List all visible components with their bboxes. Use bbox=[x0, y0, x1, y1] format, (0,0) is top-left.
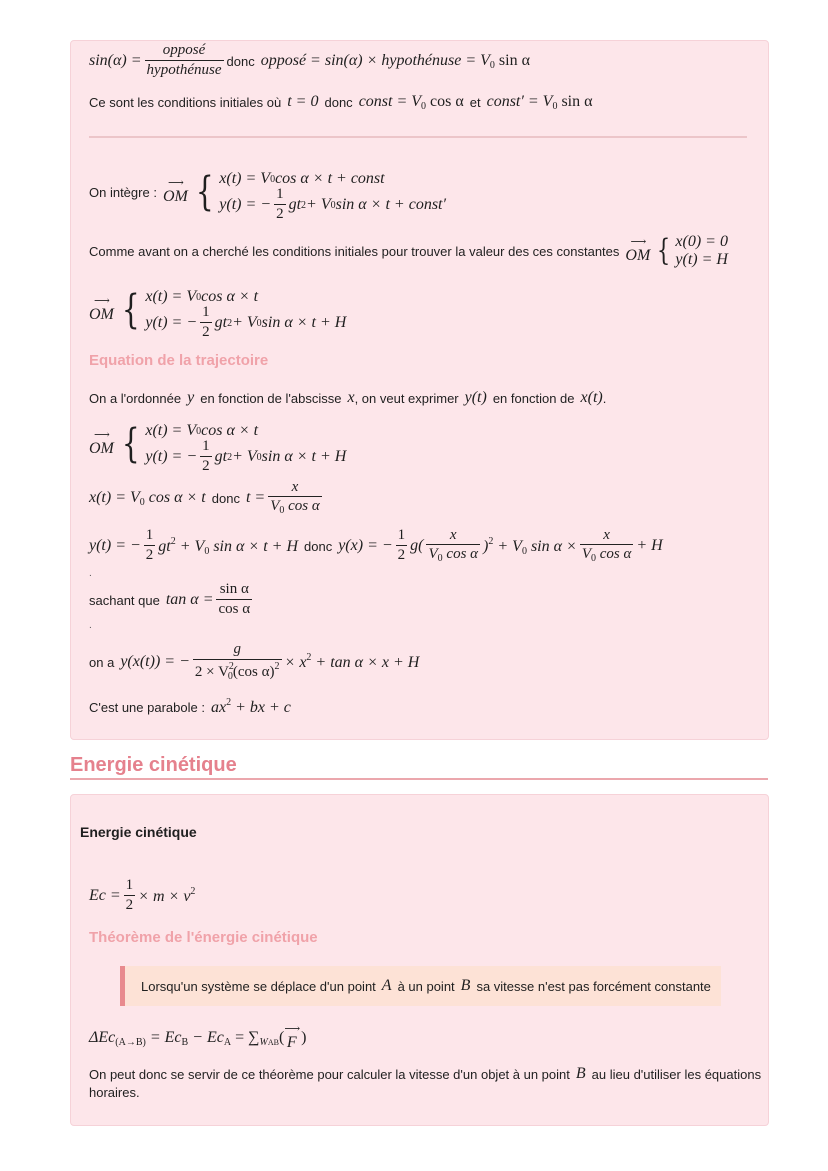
conclusion-line-2: horaires. bbox=[89, 1085, 140, 1100]
initial-conditions-search: Comme avant on a cherché les conditions initiales pour trouver la valeur des ces constantes ⟶ OM { x(0) = 0 y(t) = H bbox=[89, 233, 728, 268]
vector-om: ⟶ OM bbox=[625, 235, 651, 264]
dot-separator: . bbox=[89, 620, 92, 631]
section-title-energie-cinetique: Energie cinétique bbox=[70, 754, 237, 776]
card-heading: Energie cinétique bbox=[80, 824, 197, 840]
om-system-2: ⟶ OM { x(t) = V 0 cos α × t y(t) = − $\frac{1}{2}$ gt 2 + V 0 sin α × t + H bbox=[89, 421, 347, 475]
vector-om: ⟶ OM bbox=[89, 428, 114, 457]
blockquote: Lorsqu'un système se déplace d'un point A à un point B sa vitesse n'est pas forcément constante bbox=[120, 966, 721, 1006]
parabola-sentence: C'est une parabole : $ax^2$ + bx + c bbox=[89, 697, 291, 716]
section-underline bbox=[70, 778, 768, 780]
initial-conditions: Ce sont les conditions initiales où t = 0 donc const = $V_0$ cos α et const′ = $V_0$ sin α bbox=[89, 92, 593, 112]
integration-system: On intègre : ⟶ OM { x(t) = V 0 cos α × t + const y(t) = − $\frac{1}{2}$ gt 2 + V 0 sin α × t + const′ bbox=[89, 169, 446, 223]
tan-definition: sachant que tan α = $\frac{\text{sin α}}{\text{cos α}}$ bbox=[89, 581, 251, 618]
vector-om: ⟶ OM bbox=[162, 176, 188, 205]
om-system-1: ⟶ OM { x(t) = V 0 cos α × t y(t) = − $\frac{1}{2}$ gt 2 + V 0 sin α × t + H bbox=[89, 287, 347, 341]
vector-om: ⟶ OM bbox=[89, 294, 114, 323]
trajectory-equation: on a y(x(t)) = − $\frac{g}{2 \times V^2_0(\cos \alpha)^2}$ × $x^2 + \tan \alpha \times x + H$ bbox=[89, 641, 420, 682]
theorem-heading: Théorème de l'énergie cinétique bbox=[89, 929, 318, 946]
divider bbox=[89, 136, 747, 138]
ordinate-sentence: On a l'ordonnée y en fonction de l'abscisse x , on veut exprimer y(t) en fonction de x(t) . bbox=[89, 389, 607, 406]
trajectory-heading: Equation de la trajectoire bbox=[89, 352, 269, 369]
vector-f: ⟶ F bbox=[284, 1022, 300, 1051]
delta-ec-formula: $\Delta Ec_{(A\to B)} = Ec_B - Ec_A = \sum_{WAB}$( ⟶ F ) bbox=[89, 1022, 307, 1051]
y-of-t-line: y(t) = − $\frac{1}{2}$ $gt^2 + V_0$ sin α × t + H donc y(x) = − $\frac{1}{2}$ g( $\frac{x}{V_0 \cos \alpha}$ )$^2 + V_0$ sin α × $\frac{x}{V_0 \cos \alpha}$ + H bbox=[89, 526, 663, 565]
conclusion-line-1: On peut donc se servir de ce théorème pour calculer la vitesse d'un objet à un point B au lieu d'utiliser les équations bbox=[89, 1065, 762, 1082]
dot-separator: . bbox=[89, 568, 92, 579]
sin-definition: sin(α) = $\frac{\text{opposé}}{\text{hypothénuse}}$ donc opposé = sin(α) × hypothénuse = $V_0$ sin α bbox=[89, 42, 530, 79]
ec-formula: Ec = $\frac{1}{2}$ × $m \times v^2$ bbox=[89, 877, 196, 914]
x-of-t-line: $x(t) = V_0$ cos α × t donc t = $\frac{x}{V_0 \cos \alpha}$ bbox=[89, 478, 320, 517]
